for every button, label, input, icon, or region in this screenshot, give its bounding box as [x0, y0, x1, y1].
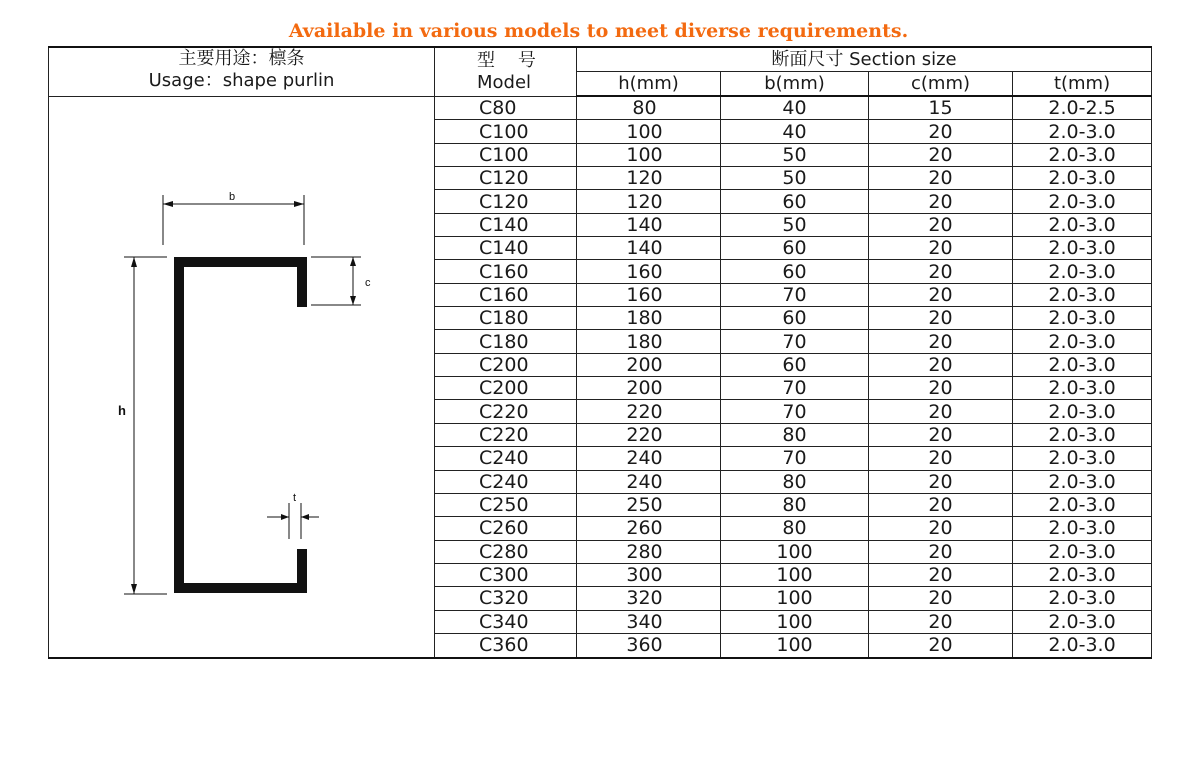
- t-cell: 2.0-3.0: [1013, 120, 1152, 143]
- c-cell: 20: [869, 353, 1013, 376]
- t-cell: 2.0-3.0: [1013, 283, 1152, 306]
- usage-header: [49, 47, 435, 96]
- b-cell: 60: [721, 237, 869, 260]
- h-cell: 80: [577, 96, 721, 120]
- t-cell: 2.0-3.0: [1013, 330, 1152, 353]
- b-cell: 100: [721, 587, 869, 610]
- b-cell: 70: [721, 447, 869, 470]
- section-size-header: 断面尺寸 Section size: [577, 47, 1152, 72]
- c-cell: 20: [869, 143, 1013, 166]
- h-cell: 140: [577, 213, 721, 236]
- b-cell: 50: [721, 167, 869, 190]
- page-headline: Available in various models to meet diverse requirements.: [288, 20, 909, 42]
- model-cell: C120: [435, 167, 577, 190]
- h-cell: 320: [577, 587, 721, 610]
- model-cell: C250: [435, 493, 577, 516]
- model-cell: C240: [435, 447, 577, 470]
- c-cell: 20: [869, 540, 1013, 563]
- model-cell: C120: [435, 190, 577, 213]
- c-cell: 20: [869, 470, 1013, 493]
- column-header-h: h(mm): [577, 72, 721, 97]
- t-cell: 2.0-3.0: [1013, 540, 1152, 563]
- h-cell: 300: [577, 563, 721, 586]
- c-cell: 20: [869, 447, 1013, 470]
- c-cell: 20: [869, 493, 1013, 516]
- h-cell: 120: [577, 167, 721, 190]
- c-cell: 20: [869, 283, 1013, 306]
- b-cell: 100: [721, 633, 869, 657]
- h-cell: 160: [577, 283, 721, 306]
- b-cell: 100: [721, 610, 869, 633]
- b-cell: 70: [721, 283, 869, 306]
- c-cell: 20: [869, 120, 1013, 143]
- t-cell: 2.0-3.0: [1013, 167, 1152, 190]
- b-cell: 80: [721, 517, 869, 540]
- h-cell: 280: [577, 540, 721, 563]
- h-cell: 140: [577, 237, 721, 260]
- b-cell: 60: [721, 260, 869, 283]
- h-cell: 220: [577, 423, 721, 446]
- b-cell: 70: [721, 377, 869, 400]
- b-cell: 60: [721, 353, 869, 376]
- model-cell: C100: [435, 120, 577, 143]
- model-cell: C300: [435, 563, 577, 586]
- b-cell: 80: [721, 423, 869, 446]
- b-cell: 80: [721, 470, 869, 493]
- c-cell: 20: [869, 260, 1013, 283]
- c-cell: 20: [869, 190, 1013, 213]
- c-cell: 20: [869, 213, 1013, 236]
- c-cell: 20: [869, 377, 1013, 400]
- b-cell: 60: [721, 307, 869, 330]
- h-cell: 100: [577, 143, 721, 166]
- b-cell: 40: [721, 120, 869, 143]
- c-arrow-top: [350, 257, 356, 266]
- c-cell: 15: [869, 96, 1013, 120]
- c-cell: 20: [869, 307, 1013, 330]
- model-cell: C160: [435, 283, 577, 306]
- b-cell: 50: [721, 213, 869, 236]
- c-cell: 20: [869, 330, 1013, 353]
- b-cell: 60: [721, 190, 869, 213]
- t-cell: 2.0-3.0: [1013, 213, 1152, 236]
- t-cell: 2.0-3.0: [1013, 517, 1152, 540]
- c-cell: 20: [869, 167, 1013, 190]
- h-cell: 100: [577, 120, 721, 143]
- c-purlin-cross-section-diagram: [49, 97, 435, 657]
- model-cell: C140: [435, 237, 577, 260]
- t-cell: 2.0-3.0: [1013, 307, 1152, 330]
- b-cell: 70: [721, 330, 869, 353]
- c-cell: 20: [869, 587, 1013, 610]
- model-cell: C220: [435, 400, 577, 423]
- h-cell: 200: [577, 377, 721, 400]
- t-cell: 2.0-3.0: [1013, 610, 1152, 633]
- t-label: t: [293, 491, 297, 504]
- b-cell: 40: [721, 96, 869, 120]
- h-cell: 220: [577, 400, 721, 423]
- model-cell: C100: [435, 143, 577, 166]
- column-header-t: t(mm): [1013, 72, 1152, 97]
- c-arrow-bottom: [350, 296, 356, 305]
- model-cell: C240: [435, 470, 577, 493]
- h-arrow-bottom: [131, 584, 137, 594]
- t-cell: 2.0-3.0: [1013, 260, 1152, 283]
- c-label: c: [365, 276, 371, 289]
- h-cell: 260: [577, 517, 721, 540]
- t-cell: 2.0-3.0: [1013, 493, 1152, 516]
- b-cell: 50: [721, 143, 869, 166]
- model-cell: C160: [435, 260, 577, 283]
- c-cell: 20: [869, 633, 1013, 657]
- h-cell: 360: [577, 633, 721, 657]
- b-cell: 100: [721, 540, 869, 563]
- c-cell: 20: [869, 517, 1013, 540]
- table-row: [49, 96, 1152, 120]
- model-cell: C260: [435, 517, 577, 540]
- model-cn-label: 型 号: [477, 49, 536, 71]
- b-cell: 80: [721, 493, 869, 516]
- t-cell: 2.0-3.0: [1013, 587, 1152, 610]
- c-cell: 20: [869, 237, 1013, 260]
- h-arrow-top: [131, 257, 137, 267]
- model-cell: C140: [435, 213, 577, 236]
- model-cell: C80: [435, 96, 577, 120]
- b-label: b: [228, 190, 236, 203]
- model-header: [435, 47, 577, 96]
- c-purlin-diagram-cell: [49, 96, 435, 658]
- c-cell: 20: [869, 423, 1013, 446]
- usage-cn-label: 主要用途：檩条: [178, 48, 305, 69]
- t-cell: 2.0-3.0: [1013, 190, 1152, 213]
- section-size-table: [48, 46, 1152, 659]
- t-cell: 2.0-3.0: [1013, 377, 1152, 400]
- model-cell: C280: [435, 540, 577, 563]
- model-cell: C180: [435, 330, 577, 353]
- model-cell: C180: [435, 307, 577, 330]
- t-cell: 2.0-3.0: [1013, 353, 1152, 376]
- t-arrow-right: [301, 514, 309, 520]
- model-cell: C340: [435, 610, 577, 633]
- t-cell: 2.0-3.0: [1013, 633, 1152, 657]
- t-cell: 2.0-3.0: [1013, 400, 1152, 423]
- b-arrow-right: [294, 201, 304, 207]
- model-cell: C200: [435, 377, 577, 400]
- h-cell: 340: [577, 610, 721, 633]
- model-cell: C360: [435, 633, 577, 657]
- t-arrow-left: [281, 514, 289, 520]
- t-cell: 2.0-3.0: [1013, 423, 1152, 446]
- t-cell: 2.0-2.5: [1013, 96, 1152, 120]
- b-cell: 100: [721, 563, 869, 586]
- t-cell: 2.0-3.0: [1013, 563, 1152, 586]
- t-cell: 2.0-3.0: [1013, 447, 1152, 470]
- h-cell: 200: [577, 353, 721, 376]
- column-header-b: b(mm): [721, 72, 869, 97]
- h-cell: 240: [577, 470, 721, 493]
- h-cell: 160: [577, 260, 721, 283]
- b-cell: 70: [721, 400, 869, 423]
- model-cell: C220: [435, 423, 577, 446]
- c-cell: 20: [869, 563, 1013, 586]
- h-cell: 180: [577, 330, 721, 353]
- h-cell: 120: [577, 190, 721, 213]
- h-cell: 250: [577, 493, 721, 516]
- t-cell: 2.0-3.0: [1013, 143, 1152, 166]
- t-cell: 2.0-3.0: [1013, 470, 1152, 493]
- b-arrow-left: [163, 201, 173, 207]
- c-cell: 20: [869, 400, 1013, 423]
- c-purlin-profile: [174, 257, 307, 593]
- h-cell: 240: [577, 447, 721, 470]
- t-cell: 2.0-3.0: [1013, 237, 1152, 260]
- h-label: h: [118, 402, 126, 418]
- usage-en-label: Usage：shape purlin: [148, 70, 335, 91]
- model-en-label: Model: [477, 71, 532, 93]
- h-cell: 180: [577, 307, 721, 330]
- model-cell: C320: [435, 587, 577, 610]
- column-header-c: c(mm): [869, 72, 1013, 97]
- model-cell: C200: [435, 353, 577, 376]
- c-cell: 20: [869, 610, 1013, 633]
